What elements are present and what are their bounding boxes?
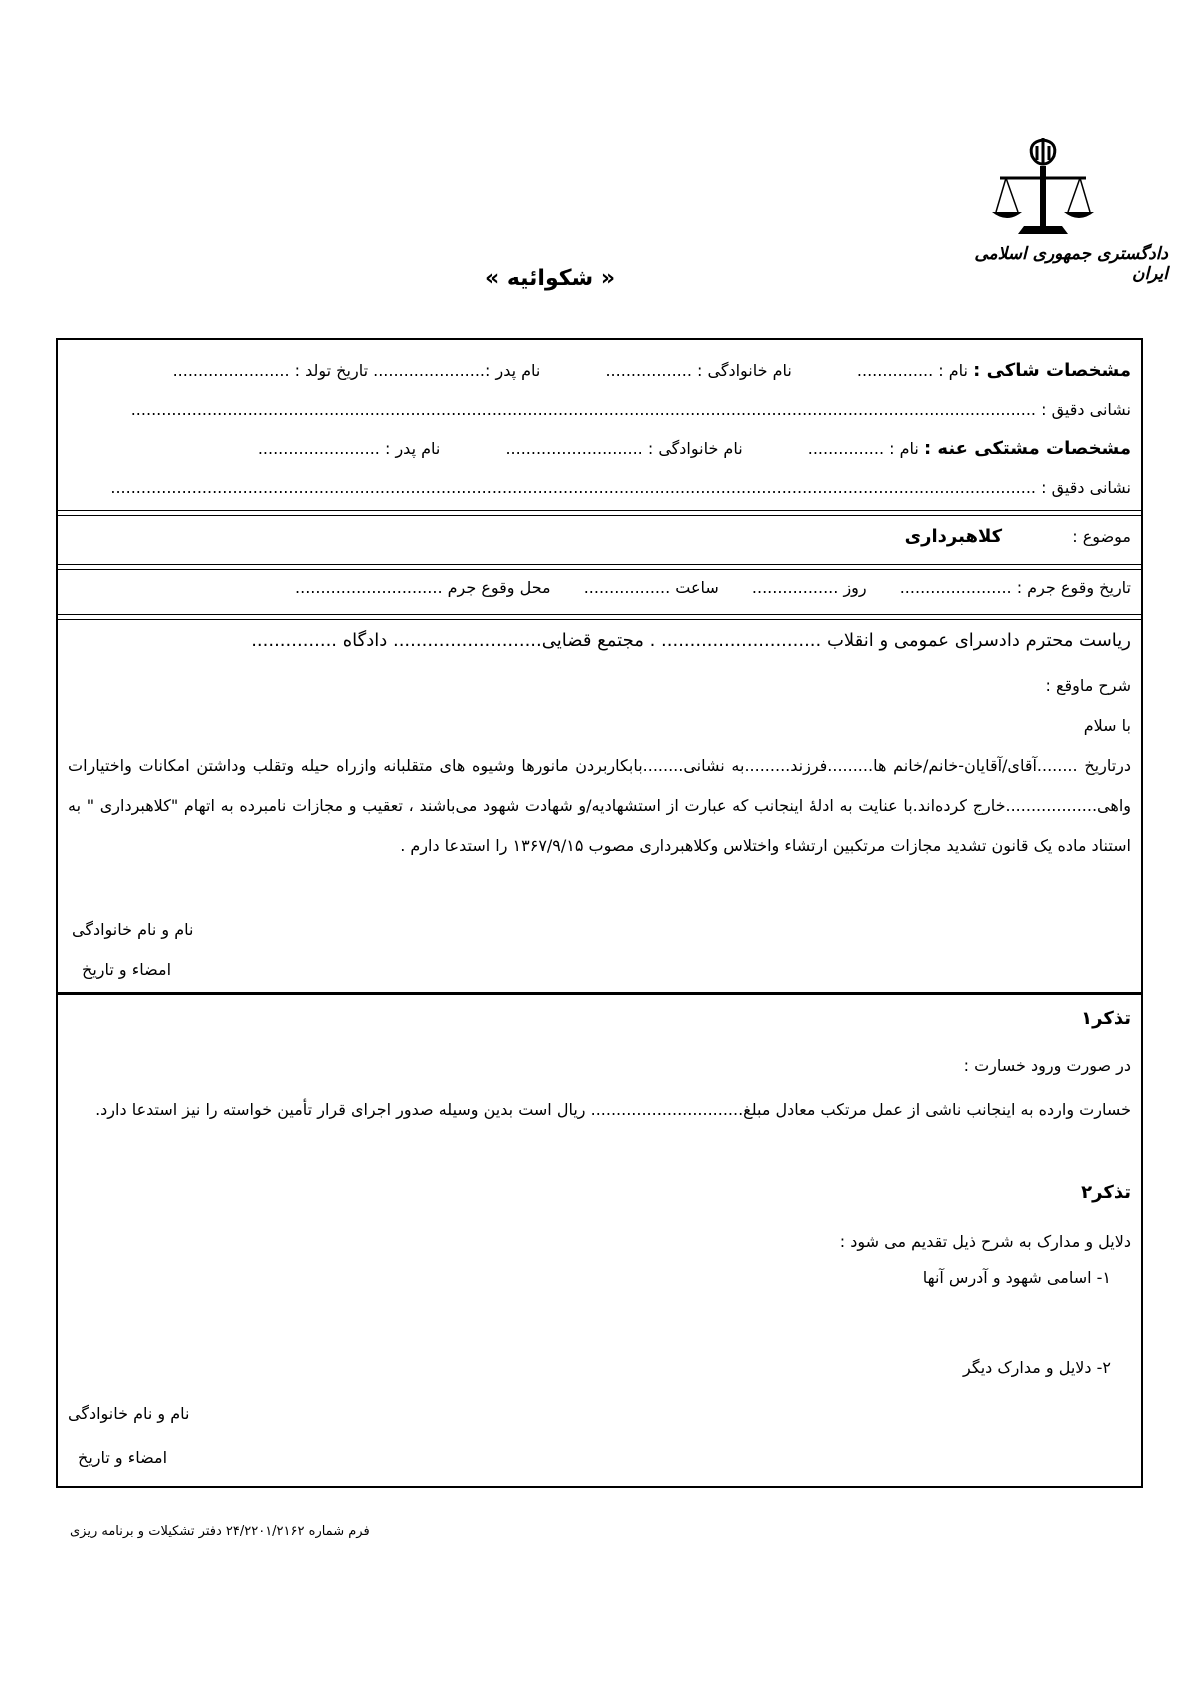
crime-info-row bbox=[68, 578, 1131, 597]
crime-date: تاریخ وقوع جرم : ...................... bbox=[899, 578, 1131, 597]
subject-value: کلاهبرداری bbox=[904, 526, 1003, 547]
complainant-heading: مشخصات شاکی : bbox=[973, 360, 1131, 381]
parties-section bbox=[58, 340, 1141, 500]
accused-father-name: نام پدر : ........................ bbox=[257, 439, 441, 458]
form-title: « شکوائیه » bbox=[484, 266, 616, 291]
signature-name: نام و نام خانوادگی bbox=[68, 1404, 190, 1423]
accused-address: نشانی دقیق : ...................................................................................................................................................................................... bbox=[110, 478, 1131, 497]
complainant-row bbox=[68, 360, 1131, 381]
divider bbox=[58, 992, 1141, 995]
divider bbox=[58, 614, 1141, 620]
complainant-address: نشانی دقیق : .................................................................................................................................................................................. bbox=[130, 400, 1131, 419]
scales-of-justice-icon bbox=[988, 134, 1098, 239]
judiciary-name: دادگستری جمهوری اسلامی ایران bbox=[974, 244, 1168, 284]
note1-paragraph: خسارت وارده به اینجانب ناشی از عمل مرتکب معادل مبلغ.............................. ریال است بدین وسیله صدور اجرای قرار تأمین خواسته را نیز استدعا دارد. bbox=[95, 1100, 1131, 1119]
complainant-name: نام : ............... bbox=[856, 361, 969, 380]
crime-time: ساعت ................. bbox=[583, 578, 719, 597]
judiciary-emblem bbox=[938, 134, 1168, 284]
note1-title: تذکر۱ bbox=[1081, 1008, 1131, 1029]
subject-row bbox=[68, 526, 1131, 547]
divider bbox=[58, 510, 1141, 516]
accused-name: نام : ............... bbox=[807, 439, 919, 458]
signature-date: امضاء و تاریخ bbox=[78, 1448, 168, 1467]
complainant-family-name: نام خانوادگی : ................. bbox=[605, 361, 792, 380]
accused-family-name: نام خانوادگی : ........................... bbox=[505, 439, 743, 458]
subject-label: موضوع : bbox=[1072, 527, 1131, 546]
complaint-form bbox=[56, 338, 1143, 1488]
note2-title: تذکر۲ bbox=[1081, 1182, 1131, 1203]
divider bbox=[58, 564, 1141, 570]
note2-item-1: ۱- اسامی شهود و آدرس آنها bbox=[922, 1268, 1111, 1287]
greeting: با سلام bbox=[1083, 716, 1131, 735]
note2-item-2: ۲- دلایل و مدارک دیگر bbox=[963, 1358, 1111, 1377]
description-label: شرح ماوقع : bbox=[1045, 676, 1131, 695]
complaint-paragraph: درتاریخ ........آقای/آقایان-خانم/خانم ها.........فرزند.........به نشانی........بابکاربردن مانورها وشیوه های متقلبانه وازراه حیله وتقلب وداشتن امکانات واختیارات واهی..................خارج کرده‌اند.با عنایت به ادلهٔ اینجانب که عبارت از استشهادیه/و شهادت شهود می‌باشند ، تعقیب و مجازات نامبرده به اتهام "کلاهبرداری " به استناد ماده یک قانون تشدید مجازات مرتکبین ارتشاء واختلاس وکلاهبرداری مصوب ۱۳۶۷/۹/۱۵ را استدعا دارم . bbox=[68, 756, 1131, 855]
note2-intro: دلایل و مدارک به شرح ذیل تقدیم می شود : bbox=[839, 1232, 1131, 1251]
signature-date: امضاء و تاریخ bbox=[82, 960, 172, 979]
note1-intro: در صورت ورود خسارت : bbox=[963, 1056, 1131, 1075]
complainant-father-name: نام پدر :...................... bbox=[373, 361, 541, 380]
crime-day: روز ................. bbox=[751, 578, 867, 597]
accused-row bbox=[68, 438, 1131, 459]
addressee: ریاست محترم دادسرای عمومی و انقلاب ............................ . مجتمع قضایی.......................... دادگاه ............... bbox=[251, 630, 1131, 651]
crime-place: محل وقوع جرم ............................. bbox=[295, 578, 551, 597]
form-number: فرم شماره ۲۴/۲۲۰۱/۲۱۶۲ دفتر تشکیلات و برنامه ریزی bbox=[70, 1524, 370, 1539]
complainant-birth-date: تاریخ تولد : ....................... bbox=[172, 361, 369, 380]
accused-heading: مشخصات مشتکی عنه : bbox=[923, 438, 1131, 459]
signature-name: نام و نام خانوادگی bbox=[72, 920, 194, 939]
